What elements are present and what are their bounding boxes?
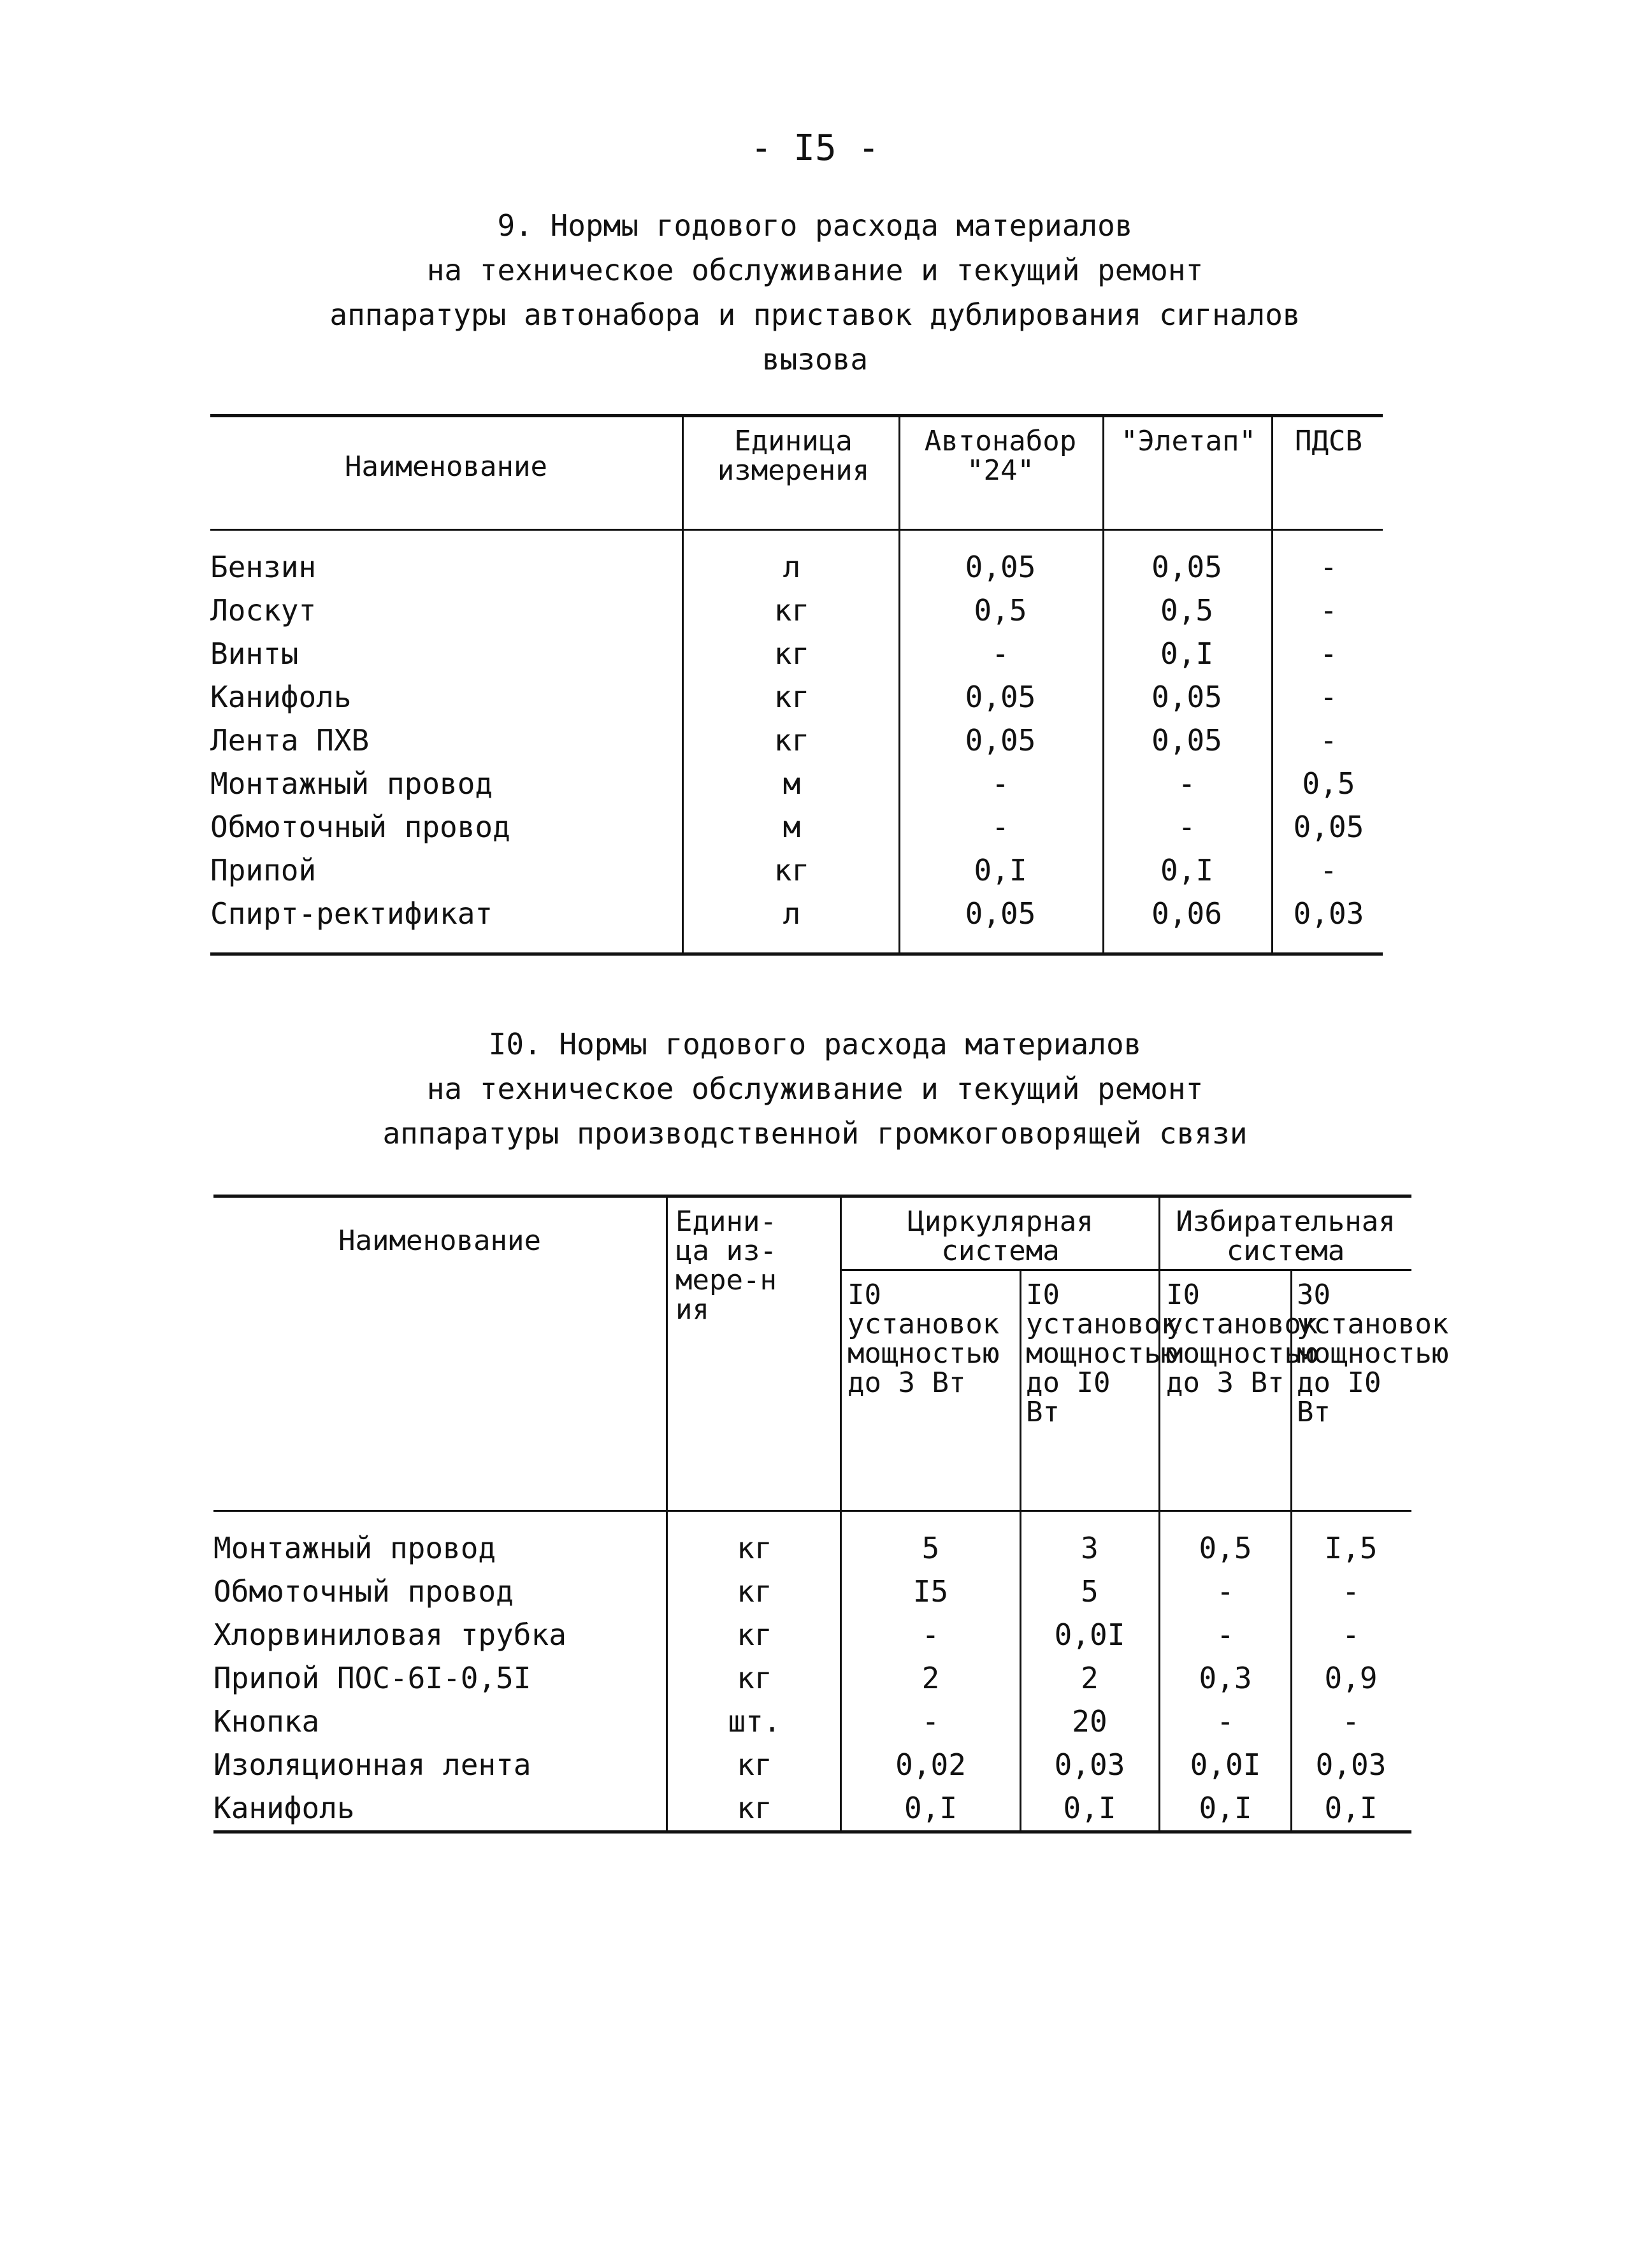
- table10-row-value-circ-10w: 0,I: [1063, 1791, 1116, 1825]
- table9-row-unit: кг: [774, 853, 810, 887]
- table9-row-value-autonabor: 0,05: [965, 896, 1036, 931]
- table10-vline-2: [840, 1195, 842, 1832]
- table10-row-value-sel-10w: -: [1342, 1618, 1360, 1652]
- table9-row-value-autonabor: 0,05: [965, 550, 1036, 584]
- page-number: - I5 -: [750, 127, 880, 169]
- table10-row-unit: кг: [737, 1531, 772, 1565]
- table9-header-col3: ПДСВ: [1295, 425, 1362, 457]
- table9-row-value-eletap: 0,05: [1151, 550, 1222, 584]
- table10-header-rule: [213, 1510, 1411, 1512]
- table10-row-unit: кг: [737, 1791, 772, 1825]
- table10-row-value-circ-10w: 0,03: [1054, 1748, 1125, 1782]
- table9-title-line-1: 9. Нормы годового расхода материалов: [497, 208, 1133, 243]
- table10-row-value-circ-3w: 0,I: [904, 1791, 958, 1825]
- table9-row-value-pdsv: -: [1320, 723, 1338, 757]
- table10-row-value-sel-10w: -: [1342, 1574, 1360, 1609]
- table10-row-unit: кг: [737, 1618, 772, 1652]
- table9-row-name: Спирт-ректификат: [210, 896, 493, 931]
- table10-row-value-sel-10w: 0,I: [1324, 1791, 1378, 1825]
- table10-row-unit: кг: [737, 1661, 772, 1695]
- table10-header-group2: Избирательная система: [1176, 1205, 1396, 1267]
- table9-row-value-eletap: 0,5: [1160, 593, 1214, 628]
- table9-row-value-autonabor: -: [992, 636, 1009, 671]
- table10-top-rule: [213, 1195, 1411, 1198]
- table10-row-value-circ-10w: 5: [1081, 1574, 1099, 1609]
- table10-header-group1: Циркулярная система: [907, 1205, 1093, 1267]
- table9-row-value-autonabor: 0,I: [974, 853, 1027, 887]
- table9-row-value-eletap: -: [1178, 810, 1196, 844]
- table9-top-rule: [210, 414, 1383, 417]
- table9-row-unit: кг: [774, 636, 810, 671]
- table9-header-rule: [210, 529, 1383, 531]
- table9-row-name: Монтажный провод: [210, 766, 493, 801]
- table9-row-value-eletap: 0,05: [1151, 723, 1222, 757]
- table9-row-name: Припой: [210, 853, 317, 887]
- table9-row-value-pdsv: -: [1320, 680, 1338, 714]
- table10-row-name: Канифоль: [213, 1791, 355, 1825]
- table9-header-name: Наименование: [345, 450, 547, 483]
- table10-title-line-1: I0. Нормы годового расхода материалов: [488, 1027, 1142, 1061]
- table9-row-value-pdsv: 0,03: [1293, 896, 1364, 931]
- table10-row-name: Припой ПОС-6I-0,5I: [213, 1661, 531, 1695]
- table9-row-unit: м: [783, 766, 801, 801]
- table9-row-value-pdsv: 0,05: [1293, 810, 1364, 844]
- table9-row-value-eletap: -: [1178, 766, 1196, 801]
- table9-row-name: Лента ПХВ: [210, 723, 370, 757]
- table10-row-value-sel-10w: 0,03: [1315, 1748, 1387, 1782]
- table9-row-value-autonabor: 0,05: [965, 680, 1036, 714]
- table10-group-rule-4: [1160, 1269, 1411, 1271]
- table9-title-line-2: на техническое обслуживание и текущий ремонт: [426, 253, 1204, 287]
- table9-row-value-autonabor: -: [992, 766, 1009, 801]
- table9-bottom-rule: [210, 952, 1383, 956]
- table10-row-value-sel-3w: -: [1216, 1618, 1234, 1652]
- table10-row-value-circ-3w: -: [921, 1618, 940, 1652]
- table10-row-value-sel-3w: 0,I: [1199, 1791, 1252, 1825]
- table9-header-col1: Автонабор "24": [924, 425, 1077, 487]
- table9-row-name: Обмоточный провод: [210, 810, 510, 844]
- table9-row-value-eletap: 0,05: [1151, 680, 1222, 714]
- table10-row-value-sel-10w: I,5: [1324, 1531, 1378, 1565]
- table10-vline-1: [666, 1195, 668, 1832]
- table9-row-unit: кг: [774, 723, 810, 757]
- table10-row-name: Изоляционная лента: [213, 1748, 531, 1782]
- table9-row-value-eletap: 0,I: [1160, 853, 1214, 887]
- table9-vline-2: [898, 414, 900, 954]
- table9-title-line-3: аппаратуры автонабора и приставок дублирования сигналов: [329, 298, 1301, 332]
- table9-row-name: Лоскут: [210, 593, 317, 628]
- table10-row-value-sel-3w: 0,0I: [1190, 1748, 1261, 1782]
- table10-header-name: Наименование: [338, 1224, 541, 1257]
- table10-header-unit: Едини-ца из-мере-ния: [675, 1205, 777, 1326]
- table10: [213, 1195, 1449, 1844]
- table10-row-name: Монтажный провод: [213, 1531, 496, 1565]
- table10-row-value-circ-10w: 3: [1081, 1531, 1099, 1565]
- table10-vline-4: [1158, 1195, 1160, 1832]
- table9: [210, 414, 1383, 962]
- table10-row-value-sel-3w: 0,5: [1199, 1531, 1252, 1565]
- table10-header-sub4: 30 установок мощностью до I0 Вт: [1297, 1279, 1449, 1428]
- table9-row-unit: л: [783, 896, 801, 931]
- table9-row-value-pdsv: 0,5: [1302, 766, 1355, 801]
- table10-row-value-circ-3w: 2: [921, 1661, 940, 1695]
- table10-row-value-circ-3w: I5: [912, 1574, 949, 1609]
- table10-row-value-sel-3w: -: [1216, 1704, 1234, 1739]
- table9-row-unit: кг: [774, 680, 810, 714]
- table10-row-value-circ-3w: 5: [921, 1531, 940, 1565]
- table9-vline-3: [1102, 414, 1104, 954]
- table9-row-name: Канифоль: [210, 680, 352, 714]
- table10-row-name: Обмоточный провод: [213, 1574, 514, 1609]
- table10-group-rule-3: [841, 1269, 1158, 1271]
- table9-row-unit: л: [783, 550, 801, 584]
- table10-row-value-sel-10w: -: [1342, 1704, 1360, 1739]
- table9-header-col2: "Элетап": [1121, 425, 1256, 457]
- table10-row-unit: кг: [737, 1748, 772, 1782]
- table10-row-unit: кг: [737, 1574, 772, 1609]
- table9-header-unit: Единица измерения: [717, 425, 870, 487]
- table9-row-value-autonabor: 0,05: [965, 723, 1036, 757]
- table10-row-value-sel-3w: 0,3: [1199, 1661, 1252, 1695]
- table9-row-unit: м: [783, 810, 801, 844]
- table10-row-value-circ-3w: 0,02: [895, 1748, 966, 1782]
- table10-row-value-circ-10w: 0,0I: [1054, 1618, 1125, 1652]
- table10-row-value-circ-10w: 20: [1072, 1704, 1107, 1739]
- table9-row-value-eletap: 0,I: [1160, 636, 1214, 671]
- table10-row-value-circ-3w: -: [921, 1704, 940, 1739]
- table10-row-value-sel-3w: -: [1216, 1574, 1234, 1609]
- table10-bottom-rule: [213, 1830, 1411, 1834]
- table10-title-line-2: на техническое обслуживание и текущий ремонт: [426, 1072, 1204, 1106]
- table9-row-value-pdsv: -: [1320, 636, 1338, 671]
- table9-row-value-pdsv: -: [1320, 853, 1338, 887]
- table10-vline-3: [1020, 1269, 1021, 1832]
- table9-row-unit: кг: [774, 593, 810, 628]
- table9-row-name: Винты: [210, 636, 299, 671]
- table9-row-name: Бензин: [210, 550, 317, 584]
- table10-row-name: Кнопка: [213, 1704, 320, 1739]
- table10-header-sub2: I0 установок мощностью до I0 Вт: [1026, 1279, 1178, 1428]
- table10-header-sub1: I0 установок мощностью до 3 Вт: [847, 1279, 1000, 1399]
- table10-title-line-3: аппаратуры производственной громкоговорящей связи: [382, 1116, 1248, 1151]
- table9-vline-1: [682, 414, 684, 954]
- table10-row-value-circ-10w: 2: [1081, 1661, 1099, 1695]
- table10-row-value-sel-10w: 0,9: [1324, 1661, 1378, 1695]
- table9-row-value-autonabor: -: [992, 810, 1009, 844]
- table10-row-name: Хлорвиниловая трубка: [213, 1618, 566, 1652]
- table10-row-unit: шт.: [728, 1704, 781, 1739]
- table9-row-value-pdsv: -: [1320, 550, 1338, 584]
- table9-title-line-4: вызова: [761, 342, 869, 377]
- table9-row-value-pdsv: -: [1320, 593, 1338, 628]
- table9-row-value-eletap: 0,06: [1151, 896, 1222, 931]
- table10-header-sub3: I0 установок мощностью до 3 Вт: [1166, 1279, 1318, 1399]
- table9-vline-4: [1271, 414, 1273, 954]
- table9-row-value-autonabor: 0,5: [974, 593, 1027, 628]
